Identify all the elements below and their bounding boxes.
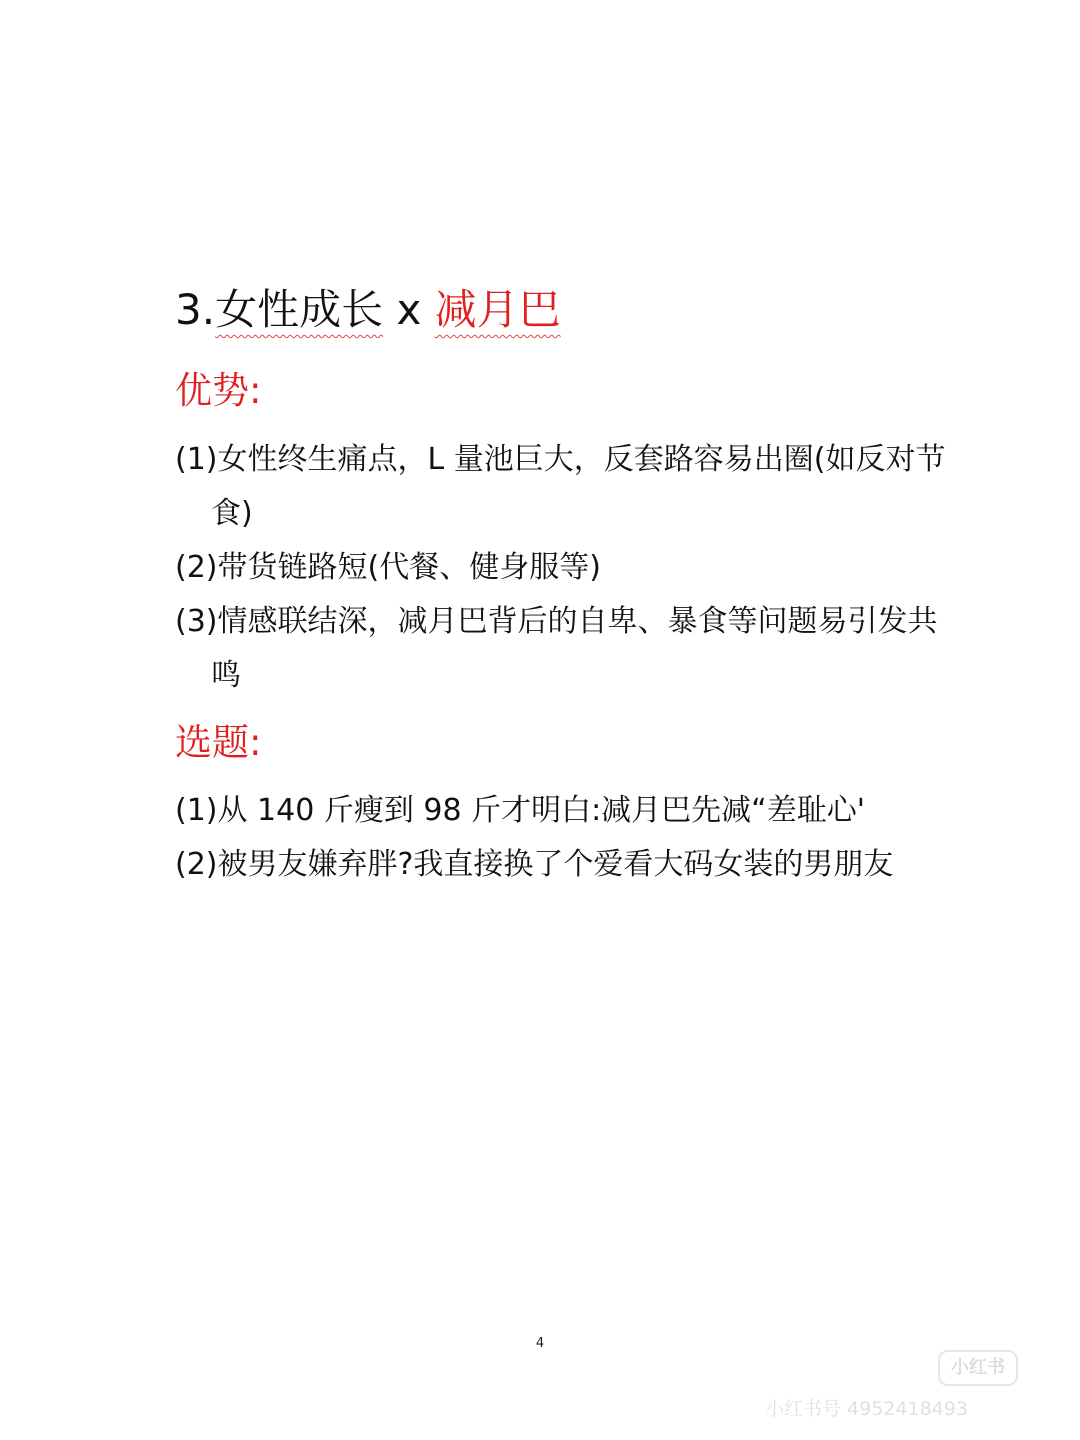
topic-item-1: (1)从 140 斤瘦到 98 斤才明白:减月巴先减“差耻心' <box>175 793 865 828</box>
advantage-item-1: (1)女性终生痛点，L 量池巨大，反套路容易出圈(如反对节食) <box>175 442 946 531</box>
section-number: 3. <box>175 285 216 334</box>
topic-item-2: (2)被男友嫌弃胖?我直接换了个爱看大码女装的男朋友 <box>175 847 894 882</box>
topics-heading: 选题: <box>175 721 262 764</box>
advantages-heading: 优势: <box>175 369 262 412</box>
title-main: 女性成长 <box>215 285 384 334</box>
advantage-item-3: (3)情感联结深，减月巴背后的自卑、暴食等问题易引发共鸣 <box>175 604 938 693</box>
advantage-item-2: (2)带货链路短(代餐、健身服等) <box>175 550 601 585</box>
watermark-logo: 小红书 <box>938 1350 1018 1386</box>
section-title <box>175 282 561 338</box>
title-accent: 减月巴 <box>434 285 561 334</box>
title-x: x <box>396 285 422 334</box>
page-number: 4 <box>535 1336 545 1351</box>
watermark-text: 小红书号 4952418493 <box>765 1398 968 1420</box>
